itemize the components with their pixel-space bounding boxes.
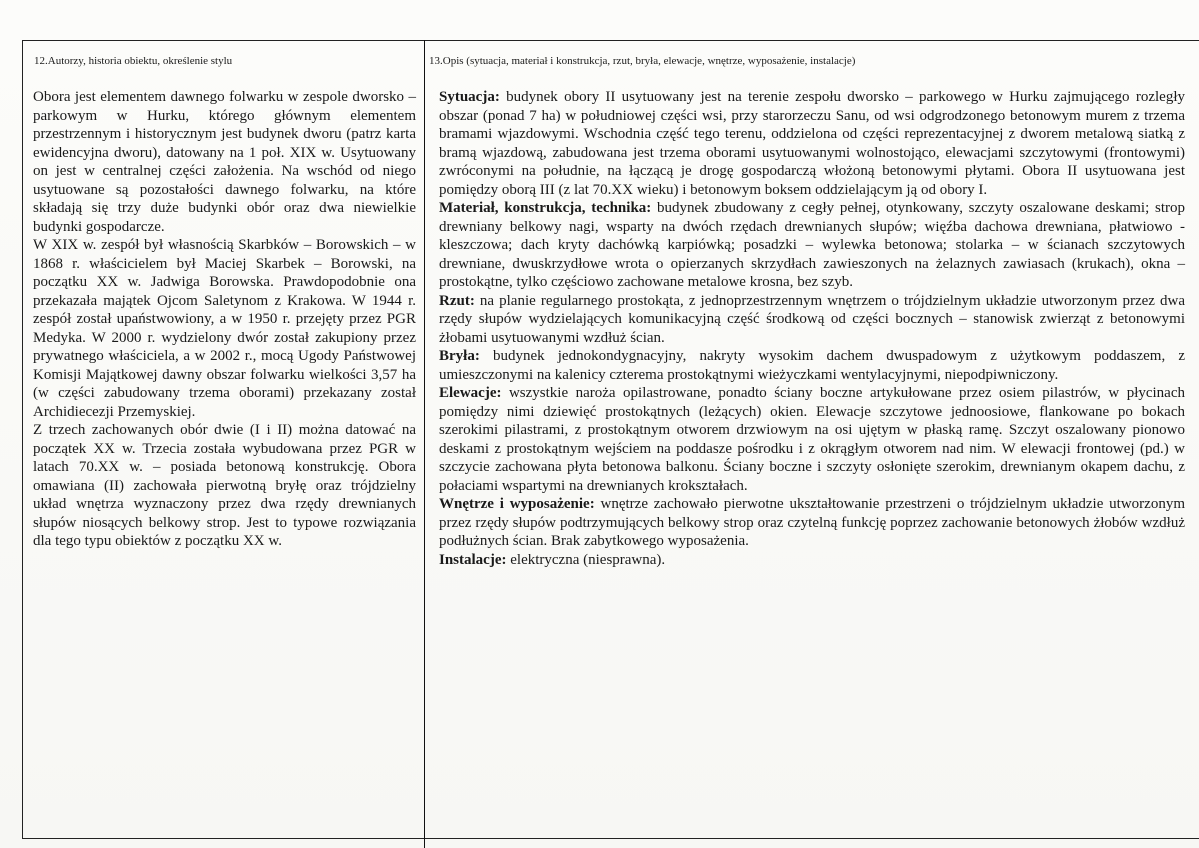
history-paragraph: W XIX w. zespół był własnością Skarbków – Borowskich – w 1868 r. właścicielem był Maciej Skarbek – Borowski, na początku XX w. Jadwiga Borowska. Prawdopodobnie ona przekazała majątek Ojcom Saletynom z Krakowa. W 1944 r. zespół został upaństwowiony, a w 1950 r. przejęty przez PGR Medyka. W 2000 r. wydzielony dwór został zakupiony przez prywatnego właściciela, a w 2002 r., mocą Ugody Państwowej Komisji Majątkowej dawny obszar folwarku wielkości 3,57 ha (w części zabudowany trzema oborami) przekazany został Archidiecezji Przemyskiej. [33,237,416,420]
frame-left-rule [22,40,23,838]
history-paragraph: Obora jest elementem dawnego folwarku w zespole dworsko – parkowym w Hurku, którego głównym elementem przestrzennym i historycznym jest budynek dworu (patrz karta ewidencyjna dworu), datowany na 1 poł. XIX w. Usytuowany on jest w centralnej części założenia. Na wschód od niego usytuowane są pozostałości dawnego folwarku, na które składają się trzy duże budynki obór oraz dwa niewielkie budynki gospodarcze. [33,89,416,235]
section-text: budynek jednokondygnacyjny, nakryty wysokim dachem dwuspadowym z użytkowym poddaszem, z umieszczonymi na kalenicy czterema prostokątnymi wieżyczkami wentylacyjnymi, niepodpiwniczony. [439,348,1185,383]
section-installations [439,551,1185,570]
column-divider [424,40,425,848]
history-column [33,88,416,551]
section-text: budynek obory II usytuowany jest na terenie zespołu dworsko – parkowego w Hurku zajmującego rozległy obszar (ponad 7 ha) w południowej części wsi, przy starorzeczu Sanu, od wsi odgrodzonego betonowym murem z trzema bramami wjazdowymi. Wschodnia część tego terenu, oddzielona od części reprezentacyjnej z dworem metalową siatką z bramą wjazdową, zabudowana jest trzema oborami usytuowanymi wolnostojąco, elewacjami szczytowymi (frontowymi) zwróconymi na południe, na łączącą je drogę gospodarczą włożoną betonowymi płytami. Obora II usytuowana jest pomiędzy oborą III (z lat 70.XX wieku) i betonowym boksem oddzielającym ją od obory I. [439,89,1185,198]
section-label: Wnętrze i wyposażenie: [439,496,595,512]
section-situation [439,88,1185,199]
section-text: wszystkie naroża opilastrowane, ponadto ściany boczne artykułowane przez osiem pilastrów, w płycinach pomiędzy nimi dziewięć prostokątnych (leżących) okien. Elewacje szczytowe jednoosiowe, flankowane po bokach szerokimi pilastrami, z prostokątnym otworem drzwiowym na osi ujętym w płaską ramę. Szczyt oszalowany pionowo deskami z prostokątnym wejściem na poddasze pośrodku i z okrągłym otworem nad nim. W elewacji frontowej (pd.) w szczycie zachowana płyta betonowa balkonu. Ściany boczne i szczyty osłonięte szerokim, drewnianym okapem dachu, z połaciami wspartymi na drewnianych krokształach. [439,385,1185,494]
section-label: Elewacje: [439,385,502,401]
section-label: Rzut: [439,292,475,309]
section-material [439,199,1185,292]
section-text: elektryczna (niesprawna). [506,551,666,568]
description-column [439,88,1185,569]
section-interior [439,495,1185,551]
section-label: Bryła: [439,348,480,364]
section-text: budynek zbudowany z cegły pełnej, otynkowany, szczyty oszalowane deskami; strop drewniany belkowy nagi, wsparty na dwóch rzędach drewnianych słupów; więźba dachowa drewniana, płatwiowo - kleszczowa; dach kryty dachówką karpiówką; posadzki – wylewka betonowa; stolarka – w ścianach szczytowych drewniane, dwuskrzydłowe wrota o opierzanych skrzydłach zawieszonych na żelaznych zawiasach (krukach), okna – prostokątne, tylko częściowo zachowane metalowe krosna, bez szyb. [439,200,1185,290]
history-paragraph: Z trzech zachowanych obór dwie (I i II) można datować na początek XX w. Trzecia została wybudowana przez PGR w latach 70.XX w. – posiada betonową konstrukcję. Obora omawiana (II) zachowała pierwotną bryłę oraz trójdzielny układ wnętrza wyznaczony przez dwa rzędy drewnianych słupów niosących belkowy strop. Jest to typowe rozwiązania dla tego typu obiektów z początku XX w. [33,422,416,549]
section-text: na planie regularnego prostokąta, z jednoprzestrzennym wnętrzem o trójdzielnym układzie utworzonym przez dwa rzędy słupów wydzielających komunikacyjną część środkową od części bocznych – stanowisk zwierząt z betonowymi żłobami usytuowanymi wzdłuż ścian. [439,292,1185,346]
section-massing [439,347,1185,384]
section-plan [439,292,1185,348]
section-elevations [439,384,1185,495]
frame-bottom-rule [22,838,1199,839]
section-13-header: 13.Opis (sytuacja, materiał i konstrukcja, rzut, bryła, elewacje, wnętrze, wyposażenie, instalacje) [429,55,856,67]
section-text: wnętrze zachowało pierwotne ukształtowanie przestrzeni o trójdzielnym układzie utworzonym przez rzędy słupów podtrzymujących belkowy strop oraz czytelną funkcję poprzez zachowanie betonowych żłobów wzdłuż podłużnych ścian. Brak zabytkowego wyposażenia. [439,496,1185,549]
section-label: Instalacje: [439,551,507,568]
frame-top-rule [22,40,1199,41]
section-label: Materiał, konstrukcja, technika: [439,200,652,216]
section-label: Sytuacja: [439,89,500,105]
section-12-header: 12.Autorzy, historia obiektu, określenie stylu [34,55,233,67]
